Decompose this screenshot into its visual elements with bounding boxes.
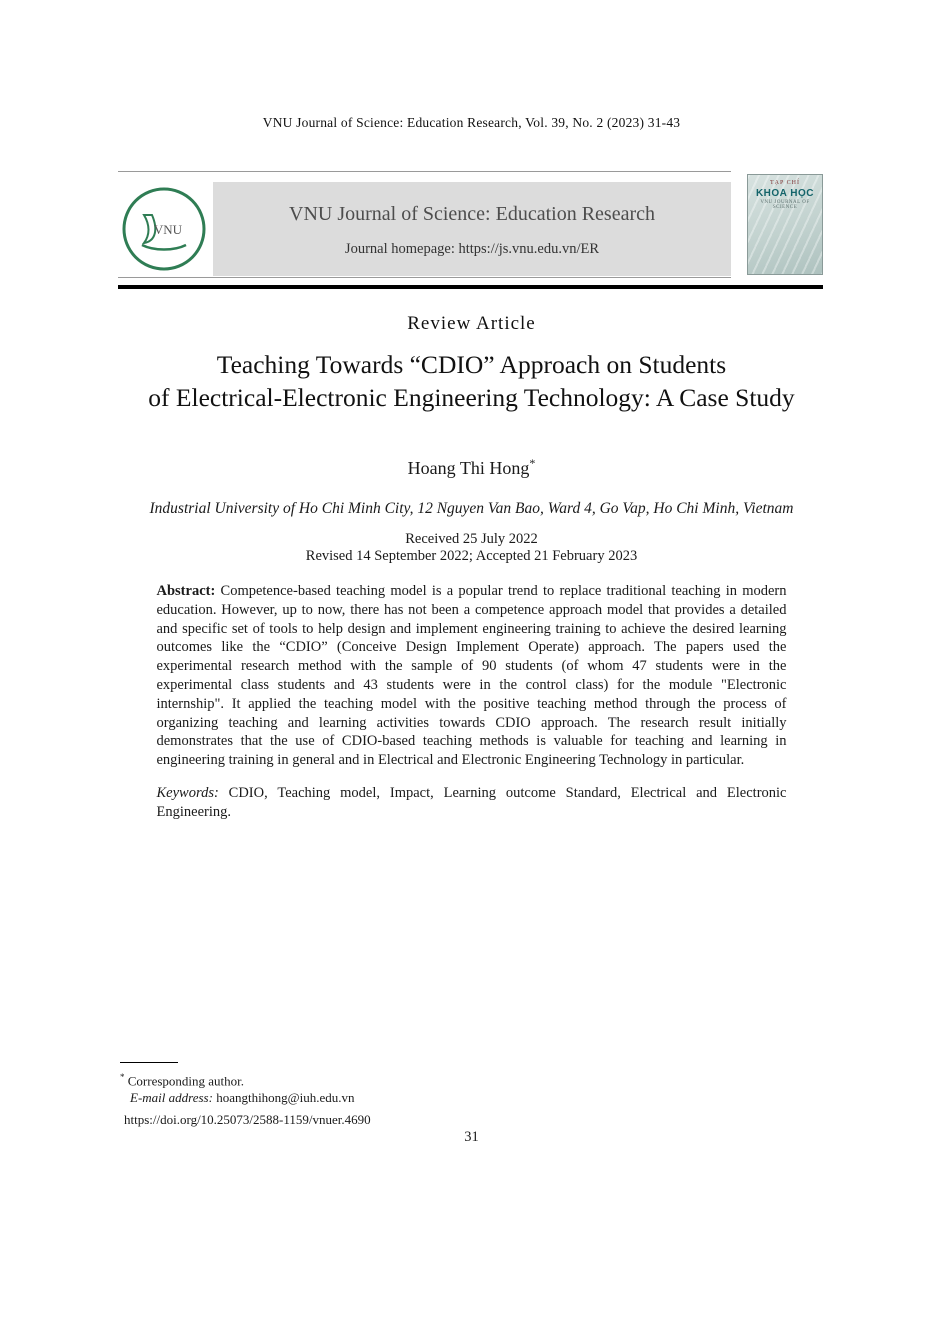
footnote-block xyxy=(120,1069,355,1106)
revised-accepted-dates: Revised 14 September 2022; Accepted 21 February 2023 xyxy=(305,548,638,564)
cover-title: KHOA HỌC xyxy=(755,188,815,199)
keywords-paragraph xyxy=(157,784,787,822)
journal-cover-thumbnail xyxy=(747,174,823,275)
abstract-text: Competence-based teaching model is a popular trend to replace traditional teaching in modern education. However, up to now, there has not been a competence approach model that provides a detailed and specific set of tools to help design and implement engineering training to achieve the desired learning outcomes like the “CDIO” (Conceive Design Implement Operate) approach. The papers used the experimental research method with the sample of 90 students (of whom 47 students were in the experimental class students and 43 students were in the control class) for the module "Electronic internship". It applied the teaching model with the positive teaching method through the process of organizing teaching and learning activities towards CDIO approach. The research result initially demonstrates that the use of CDIO-based teaching methods is valuable for teaching and learning in engineering training in general and in Electrical and Electronic Engineering Technology in particular. xyxy=(156,583,787,769)
running-head: VNU Journal of Science: Education Research, Vol. 39, No. 2 (2023) 31-43 xyxy=(262,115,681,130)
journal-title: VNU Journal of Science: Education Research xyxy=(289,203,655,225)
journal-homepage-link[interactable]: Journal homepage: https://js.vnu.edu.vn/ER xyxy=(344,241,600,257)
svg-text:VNU: VNU xyxy=(153,222,183,237)
corresponding-author-mark: * xyxy=(529,456,536,470)
banner-top-rule xyxy=(118,171,731,172)
author-affiliation: Industrial University of Ho Chi Minh City, 12 Nguyen Van Bao, Ward 4, Go Vap, Ho Chi Minh, Vietnam xyxy=(149,500,794,517)
cover-subtitle: VNU JOURNAL OF SCIENCE xyxy=(760,200,810,210)
email-label: E-mail address: xyxy=(130,1090,213,1106)
abstract-label: Abstract: xyxy=(156,583,216,599)
header-divider-rule xyxy=(118,285,823,289)
cover-series-label: TẠP CHÍ xyxy=(770,180,800,186)
email-line xyxy=(130,1090,355,1106)
article-title-line1: Teaching Towards “CDIO” Approach on Students xyxy=(216,350,727,379)
abstract-paragraph xyxy=(157,582,787,770)
article-type-label: Review Article xyxy=(407,313,536,334)
article-title-line2: of Electrical-Electronic Engineering Technology: A Case Study xyxy=(148,383,795,412)
vnu-logo-icon xyxy=(120,185,208,273)
keywords-text: CDIO, Teaching model, Impact, Learning outcome Standard, Electrical and Electronic Engineering. xyxy=(156,784,787,820)
article-title xyxy=(92,348,852,414)
page-number: 31 xyxy=(464,1129,479,1145)
banner-bottom-rule xyxy=(118,277,731,278)
journal-masthead-box xyxy=(213,182,731,276)
author-name: Hoang Thi Hong* xyxy=(407,456,536,478)
keywords-label: Keywords: xyxy=(156,784,219,801)
footnote-separator-rule xyxy=(120,1062,178,1063)
corresponding-author-note: * Corresponding author. xyxy=(120,1072,245,1089)
doi-link[interactable]: https://doi.org/10.25073/2588-1159/vnuer.4690 xyxy=(124,1112,371,1127)
email-address-link[interactable]: hoangthihong@iuh.edu.vn xyxy=(212,1090,355,1106)
journal-banner xyxy=(118,171,823,278)
received-date: Received 25 July 2022 xyxy=(405,531,538,547)
